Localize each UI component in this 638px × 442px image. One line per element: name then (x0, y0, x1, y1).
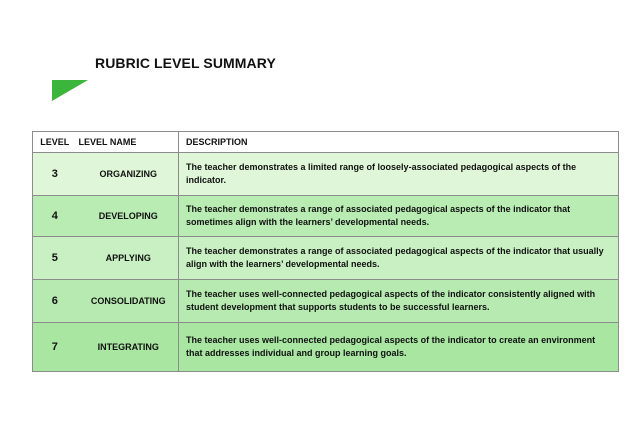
level-name: APPLYING (77, 237, 179, 280)
level-name: INTEGRATING (77, 323, 179, 372)
header-description: DESCRIPTION (179, 132, 619, 153)
level-number: 6 (33, 280, 77, 323)
rubric-table (32, 131, 619, 372)
table-row (33, 153, 619, 196)
level-number: 4 (33, 196, 77, 237)
level-number: 3 (33, 153, 77, 196)
green-triangle-decoration (52, 80, 88, 101)
table-row (33, 196, 619, 237)
level-name: CONSOLIDATING (77, 280, 179, 323)
level-number: 7 (33, 323, 77, 372)
level-number: 5 (33, 237, 77, 280)
level-description: The teacher uses well-connected pedagogical aspects of the indicator consistently aligned with student development that supports students to be successful learners. (179, 280, 619, 323)
level-name: ORGANIZING (77, 153, 179, 196)
page-title: RUBRIC LEVEL SUMMARY (95, 55, 276, 71)
header-level: LEVEL (33, 132, 77, 153)
level-description: The teacher uses well-connected pedagogical aspects of the indicator to create an environment that addresses individual and group learning goals. (179, 323, 619, 372)
level-description: The teacher demonstrates a limited range of loosely-associated pedagogical aspects of the indicator. (179, 153, 619, 196)
level-name: DEVELOPING (77, 196, 179, 237)
table-header-row (33, 132, 619, 153)
table-row (33, 323, 619, 372)
header-level-name: LEVEL NAME (77, 132, 179, 153)
level-description: The teacher demonstrates a range of associated pedagogical aspects of the indicator that usually align with the learners’ developmental needs. (179, 237, 619, 280)
table-row (33, 237, 619, 280)
table-row (33, 280, 619, 323)
level-description: The teacher demonstrates a range of associated pedagogical aspects of the indicator that sometimes align with the learners’ developmental needs. (179, 196, 619, 237)
